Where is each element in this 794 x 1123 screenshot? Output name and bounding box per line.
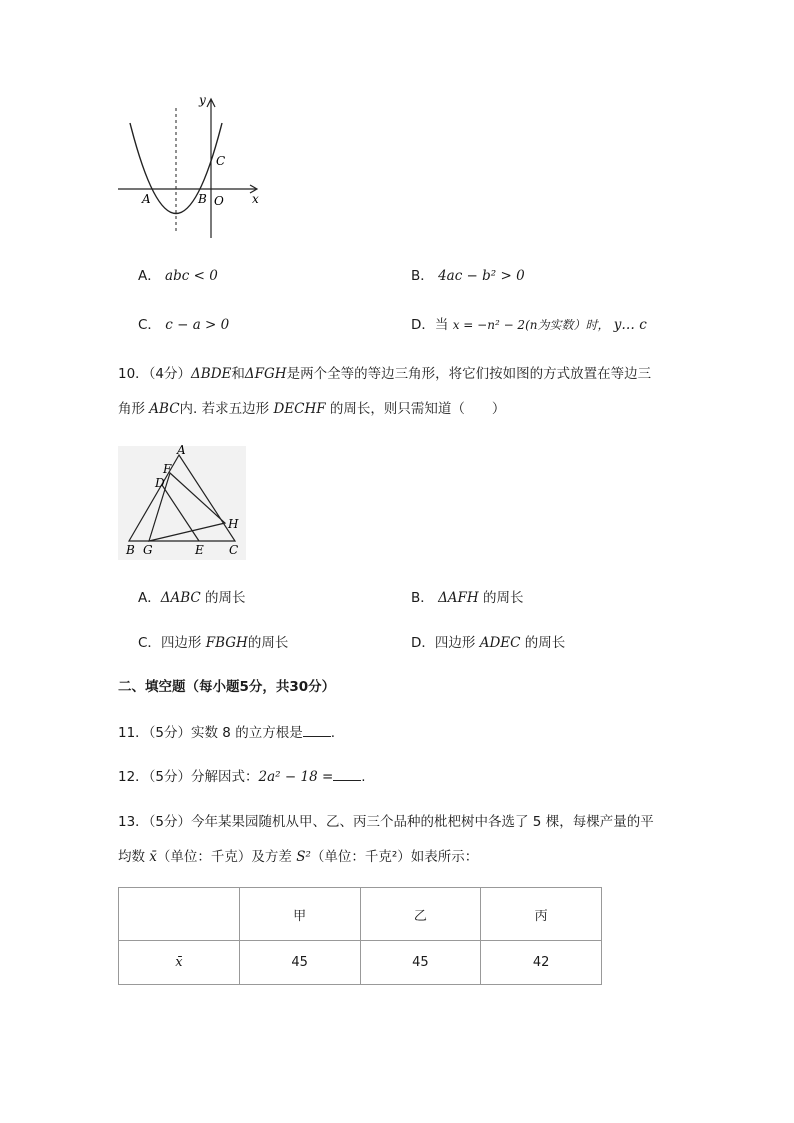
q10-option-d (411, 631, 565, 651)
q10-text2e: 的周长，则只需知道（ ） (329, 401, 506, 417)
q10-option-a-text: 的周长 (205, 590, 246, 606)
q9-option-d-letter: D． (411, 317, 435, 333)
q9-option-c-letter: C． (138, 317, 161, 333)
q13-text2e: （单位：千克²）如表所示： (310, 849, 479, 865)
q13-variance-symbol: S² (296, 849, 311, 865)
parabola-figure (110, 90, 270, 250)
q12-blank (333, 768, 361, 781)
q9-option-d-post: y… c (613, 317, 647, 333)
q12-period: . (361, 769, 366, 785)
q13-line2 (118, 845, 478, 865)
q10-and: 和 (231, 366, 245, 382)
q10-math-dechf: DECHF (273, 401, 326, 417)
table-cell: 45 (360, 941, 481, 985)
label-y: y (199, 93, 206, 107)
label-C: C (216, 154, 226, 168)
label-F: F (163, 462, 172, 476)
figure-background (118, 446, 246, 560)
q10-math-bde: ΔBDE (191, 366, 232, 382)
q9-option-d-expr: x = −n² − 2(n为实数）时， (452, 318, 610, 332)
table-header-cell: 甲 (239, 888, 360, 941)
q10-text2a: 角形 (118, 401, 145, 417)
label-x: x (252, 192, 259, 206)
q12 (118, 765, 366, 785)
q10-option-a-letter: A． (138, 590, 161, 606)
label-A: A (142, 192, 151, 206)
q10-text2c: 内. 若求五边形 (179, 401, 270, 417)
q9-option-d (411, 313, 647, 333)
table-row-label: x̄ (119, 941, 240, 985)
q10-math-fgh: ΔFGH (244, 366, 287, 382)
q13-line1: 13．（5分）今年某果园随机从甲、乙、丙三个品种的枇杷树中各选了 5 棵，每棵产量的平 (118, 814, 654, 830)
q9-option-c-expr: c − a > 0 (165, 317, 230, 333)
label-C: C (229, 543, 239, 557)
q10-option-b-text: 的周长 (483, 590, 524, 606)
q12-text: 12．（5分）分解因式： (118, 769, 259, 785)
q10-option-c-letter: C． (138, 635, 161, 651)
q9-option-a (138, 264, 218, 284)
q10-option-d-pre: 四边形 (434, 635, 476, 651)
q10-option-d-letter: D． (411, 635, 435, 651)
q10-option-c (138, 631, 288, 651)
q10-option-d-math: ADEC (479, 635, 521, 651)
q9-option-d-pre: 当 (434, 317, 449, 333)
label-H: H (228, 517, 239, 531)
label-G: G (143, 543, 153, 557)
q9-option-b (411, 264, 525, 284)
section-heading: 二、填空题（每小题5分，共30分） (118, 679, 336, 695)
q10-option-b-letter: B． (411, 590, 434, 606)
q11-blank (303, 724, 331, 737)
table-cell: 45 (239, 941, 360, 985)
q9-option-a-letter: A． (138, 268, 161, 284)
q10-option-b-math: ΔAFH (438, 590, 479, 606)
q10-option-c-pre: 四边形 (160, 635, 202, 651)
q10-option-c-math: FBGH (205, 635, 248, 651)
label-B: B (198, 192, 207, 206)
q10-option-d-text: 的周长 (524, 635, 566, 651)
label-D: D (155, 476, 165, 490)
q13-text2c: （单位：千克）及方差 (156, 849, 292, 865)
table-header-cell: 乙 (360, 888, 481, 941)
q10-option-a-math: ΔABC (160, 590, 201, 606)
q9-option-b-letter: B． (411, 268, 434, 284)
table-header-row (119, 888, 602, 941)
q11-text: 11．（5分）实数 8 的立方根是 (118, 725, 303, 741)
triangles-figure (118, 442, 248, 562)
data-table (118, 887, 602, 985)
q10-option-c-text: 的周长 (247, 635, 289, 651)
q10-text1: 是两个全等的等边三角形，将它们按如图的方式放置在等边三 (286, 366, 652, 382)
q10-option-a (138, 586, 246, 606)
q10-number: 10．（4分） (118, 366, 192, 382)
table-header-cell: 丙 (481, 888, 602, 941)
label-E: E (195, 543, 204, 557)
label-B: B (126, 543, 135, 557)
q10-line2 (118, 397, 505, 417)
q10-math-abc: ABC (149, 401, 180, 417)
q13-mean-symbol: x̄ (149, 849, 157, 865)
label-A: A (177, 443, 186, 457)
q11-period: . (330, 725, 335, 741)
label-O: O (214, 194, 224, 208)
table-cell: 42 (481, 941, 602, 985)
q13-text2a: 均数 (118, 849, 145, 865)
q9-option-a-expr: abc < 0 (165, 268, 218, 284)
q11 (118, 721, 335, 741)
table-row (119, 941, 602, 985)
table-header-cell (119, 888, 240, 941)
q10-option-b (411, 586, 524, 606)
q12-expr: 2a² − 18 = (258, 769, 334, 785)
q9-option-b-expr: 4ac − b² > 0 (438, 268, 525, 284)
q9-option-c (138, 313, 229, 333)
q10-line1 (118, 362, 651, 382)
